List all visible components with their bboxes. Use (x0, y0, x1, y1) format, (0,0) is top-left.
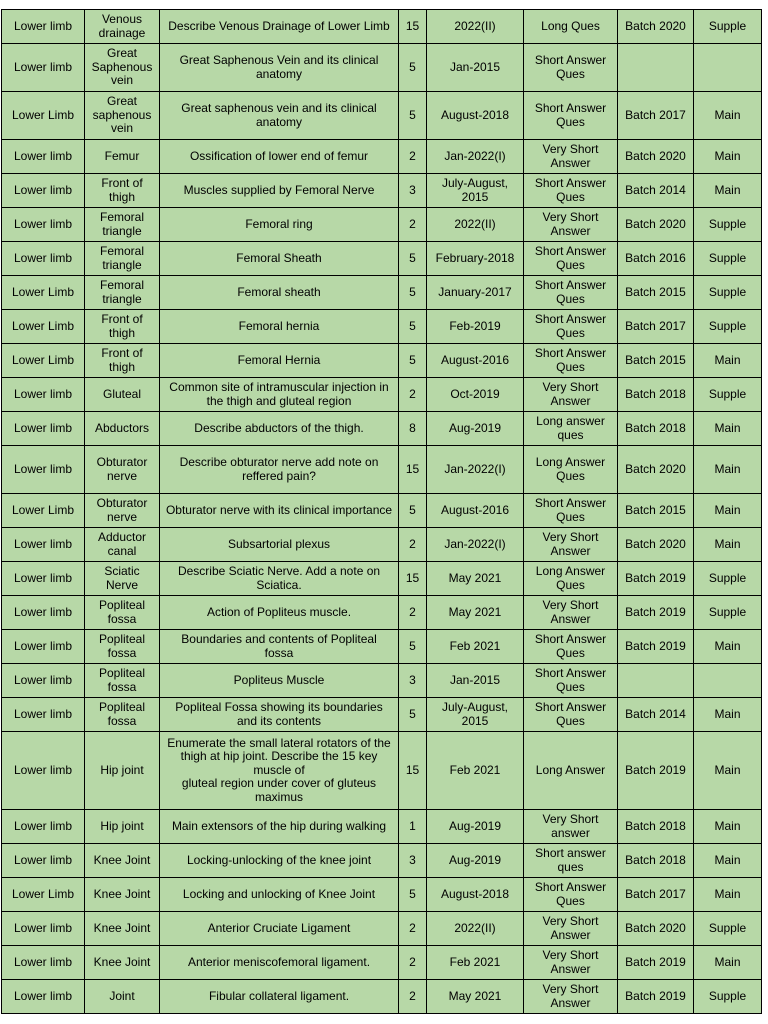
marks-cell: 2 (399, 140, 427, 174)
exam-type-cell: Supple (694, 980, 762, 1014)
table-row (2, 344, 762, 378)
marks-cell: 2 (399, 528, 427, 562)
topic-cell: Abductors (85, 412, 160, 446)
topic-cell: Femoral triangle (85, 208, 160, 242)
question-type-cell: Very Short Answer (524, 208, 618, 242)
exam-date-cell: May 2021 (427, 980, 524, 1014)
batch-cell: Batch 2019 (618, 946, 694, 980)
marks-cell: 5 (399, 92, 427, 140)
question-type-cell: Short Answer Ques (524, 242, 618, 276)
marks-cell: 5 (399, 310, 427, 344)
batch-cell: Batch 2019 (618, 630, 694, 664)
question-cell: Boundaries and contents of Popliteal fossa (160, 630, 399, 664)
exam-type-cell: Supple (694, 378, 762, 412)
exam-date-cell: Jan-2022(I) (427, 140, 524, 174)
question-cell: Femoral Hernia (160, 344, 399, 378)
region-cell: Lower limb (2, 446, 85, 494)
topic-cell: Obturator nerve (85, 446, 160, 494)
table-row (2, 92, 762, 140)
exam-date-cell: 2022(II) (427, 10, 524, 44)
batch-cell: Batch 2019 (618, 562, 694, 596)
exam-type-cell: Supple (694, 562, 762, 596)
marks-cell: 2 (399, 596, 427, 630)
table-row (2, 446, 762, 494)
topic-cell: Adductor canal (85, 528, 160, 562)
exam-date-cell: July-August, 2015 (427, 698, 524, 732)
batch-cell: Batch 2020 (618, 140, 694, 174)
batch-cell: Batch 2018 (618, 412, 694, 446)
region-cell: Lower limb (2, 732, 85, 810)
question-cell: Locking-unlocking of the knee joint (160, 844, 399, 878)
region-cell: Lower limb (2, 528, 85, 562)
question-cell: Locking and unlocking of Knee Joint (160, 878, 399, 912)
table-row (2, 878, 762, 912)
region-cell: Lower Limb (2, 878, 85, 912)
topic-cell: Front of thigh (85, 344, 160, 378)
exam-type-cell: Main (694, 810, 762, 844)
batch-cell (618, 664, 694, 698)
question-cell: Popliteus Muscle (160, 664, 399, 698)
batch-cell: Batch 2016 (618, 242, 694, 276)
batch-cell: Batch 2015 (618, 344, 694, 378)
batch-cell: Batch 2015 (618, 494, 694, 528)
table-row (2, 528, 762, 562)
region-cell: Lower Limb (2, 344, 85, 378)
marks-cell: 1 (399, 810, 427, 844)
exam-type-cell: Supple (694, 310, 762, 344)
question-cell: Main extensors of the hip during walking (160, 810, 399, 844)
topic-cell: Hip joint (85, 732, 160, 810)
batch-cell: Batch 2020 (618, 912, 694, 946)
table-row (2, 562, 762, 596)
exam-date-cell: Feb-2019 (427, 310, 524, 344)
exam-date-cell: February-2018 (427, 242, 524, 276)
region-cell: Lower Limb (2, 494, 85, 528)
exam-date-cell: 2022(II) (427, 208, 524, 242)
topic-cell: Popliteal fossa (85, 596, 160, 630)
exam-type-cell: Supple (694, 208, 762, 242)
table-row (2, 208, 762, 242)
batch-cell: Batch 2020 (618, 10, 694, 44)
question-type-cell: Short Answer Ques (524, 174, 618, 208)
marks-cell: 3 (399, 174, 427, 208)
exam-type-cell: Supple (694, 10, 762, 44)
exam-type-cell: Main (694, 844, 762, 878)
topic-cell: Gluteal (85, 378, 160, 412)
exam-date-cell: Aug-2019 (427, 412, 524, 446)
marks-cell: 5 (399, 494, 427, 528)
marks-cell: 5 (399, 344, 427, 378)
region-cell: Lower limb (2, 378, 85, 412)
region-cell: Lower limb (2, 412, 85, 446)
exam-date-cell: Jan-2022(I) (427, 528, 524, 562)
question-cell: Describe obturator nerve add note on reffered pain? (160, 446, 399, 494)
topic-cell: Knee Joint (85, 844, 160, 878)
region-cell: Lower limb (2, 562, 85, 596)
exam-date-cell: Jan-2015 (427, 664, 524, 698)
table-row (2, 242, 762, 276)
marks-cell: 5 (399, 242, 427, 276)
exam-type-cell: Main (694, 446, 762, 494)
question-cell: Common site of intramuscular injection in the thigh and gluteal region (160, 378, 399, 412)
topic-cell: Knee Joint (85, 912, 160, 946)
topic-cell: Popliteal fossa (85, 664, 160, 698)
question-type-cell: Very Short answer (524, 810, 618, 844)
exam-type-cell: Main (694, 528, 762, 562)
question-cell: Describe Venous Drainage of Lower Limb (160, 10, 399, 44)
question-cell: Femoral Sheath (160, 242, 399, 276)
table-row (2, 630, 762, 664)
table-row (2, 698, 762, 732)
region-cell: Lower limb (2, 596, 85, 630)
exam-type-cell: Main (694, 412, 762, 446)
exam-date-cell: Aug-2019 (427, 810, 524, 844)
question-type-cell: Long Ques (524, 10, 618, 44)
exam-date-cell: Feb 2021 (427, 732, 524, 810)
region-cell: Lower Limb (2, 92, 85, 140)
exam-type-cell: Main (694, 698, 762, 732)
marks-cell: 15 (399, 732, 427, 810)
marks-cell: 5 (399, 698, 427, 732)
question-type-cell: Very Short Answer (524, 140, 618, 174)
table-row (2, 378, 762, 412)
question-type-cell: Short Answer Ques (524, 494, 618, 528)
exam-date-cell: January-2017 (427, 276, 524, 310)
table-row (2, 10, 762, 44)
question-type-cell: Long answer ques (524, 412, 618, 446)
region-cell: Lower limb (2, 946, 85, 980)
marks-cell: 2 (399, 980, 427, 1014)
topic-cell: Knee Joint (85, 878, 160, 912)
marks-cell: 15 (399, 446, 427, 494)
marks-cell: 8 (399, 412, 427, 446)
question-type-cell: Short Answer Ques (524, 878, 618, 912)
question-type-cell: Short Answer Ques (524, 698, 618, 732)
batch-cell: Batch 2017 (618, 878, 694, 912)
topic-cell: Femoral triangle (85, 276, 160, 310)
region-cell: Lower limb (2, 208, 85, 242)
topic-cell: Venous drainage (85, 10, 160, 44)
batch-cell: Batch 2019 (618, 596, 694, 630)
question-table (1, 9, 762, 1014)
marks-cell: 15 (399, 562, 427, 596)
table-row (2, 810, 762, 844)
question-type-cell: Short Answer Ques (524, 344, 618, 378)
batch-cell: Batch 2017 (618, 92, 694, 140)
question-type-cell: Long Answer (524, 732, 618, 810)
table-row (2, 174, 762, 208)
marks-cell: 15 (399, 10, 427, 44)
batch-cell: Batch 2019 (618, 980, 694, 1014)
batch-cell: Batch 2018 (618, 378, 694, 412)
question-type-cell: Short answer ques (524, 844, 618, 878)
table-row (2, 912, 762, 946)
region-cell: Lower Limb (2, 310, 85, 344)
exam-date-cell: August-2016 (427, 344, 524, 378)
batch-cell: Batch 2018 (618, 844, 694, 878)
table-row (2, 44, 762, 92)
region-cell: Lower limb (2, 242, 85, 276)
exam-type-cell: Main (694, 732, 762, 810)
question-cell: Ossification of lower end of femur (160, 140, 399, 174)
marks-cell: 3 (399, 664, 427, 698)
question-type-cell: Short Answer Ques (524, 630, 618, 664)
question-cell: Anterior Cruciate Ligament (160, 912, 399, 946)
question-type-cell: Short Answer Ques (524, 664, 618, 698)
exam-type-cell: Main (694, 494, 762, 528)
question-cell: Muscles supplied by Femoral Nerve (160, 174, 399, 208)
batch-cell: Batch 2014 (618, 698, 694, 732)
batch-cell: Batch 2019 (618, 732, 694, 810)
question-cell: Popliteal Fossa showing its boundaries and its contents (160, 698, 399, 732)
exam-type-cell: Supple (694, 912, 762, 946)
question-type-cell: Short Answer Ques (524, 44, 618, 92)
table-body (2, 10, 762, 1014)
exam-type-cell: Main (694, 92, 762, 140)
exam-type-cell (694, 44, 762, 92)
question-type-cell: Very Short Answer (524, 596, 618, 630)
batch-cell: Batch 2020 (618, 208, 694, 242)
exam-date-cell: Feb 2021 (427, 630, 524, 664)
exam-type-cell: Supple (694, 276, 762, 310)
question-type-cell: Very Short Answer (524, 528, 618, 562)
question-type-cell: Very Short Answer (524, 378, 618, 412)
exam-type-cell: Main (694, 140, 762, 174)
question-cell: Describe abductors of the thigh. (160, 412, 399, 446)
batch-cell: Batch 2014 (618, 174, 694, 208)
question-cell: Femoral hernia (160, 310, 399, 344)
question-cell: Great Saphenous Vein and its clinical anatomy (160, 44, 399, 92)
topic-cell: Sciatic Nerve (85, 562, 160, 596)
batch-cell: Batch 2018 (618, 810, 694, 844)
table-row (2, 732, 762, 810)
region-cell: Lower limb (2, 810, 85, 844)
region-cell: Lower limb (2, 980, 85, 1014)
region-cell: Lower limb (2, 844, 85, 878)
question-cell: Subsartorial plexus (160, 528, 399, 562)
exam-type-cell: Main (694, 174, 762, 208)
question-cell: Enumerate the small lateral rotators of the thigh at hip joint. Describe the 15 key muscle of gluteal region under cover of gluteus maximus (160, 732, 399, 810)
question-type-cell: Long Answer Ques (524, 446, 618, 494)
batch-cell: Batch 2015 (618, 276, 694, 310)
region-cell: Lower limb (2, 912, 85, 946)
topic-cell: Femoral triangle (85, 242, 160, 276)
exam-type-cell (694, 664, 762, 698)
exam-type-cell: Main (694, 878, 762, 912)
question-cell: Anterior meniscofemoral ligament. (160, 946, 399, 980)
question-type-cell: Very Short Answer (524, 980, 618, 1014)
exam-date-cell: August-2016 (427, 494, 524, 528)
topic-cell: Front of thigh (85, 174, 160, 208)
table-row (2, 980, 762, 1014)
batch-cell (618, 44, 694, 92)
region-cell: Lower limb (2, 140, 85, 174)
exam-date-cell: Jan-2015 (427, 44, 524, 92)
table-row (2, 310, 762, 344)
question-type-cell: Short Answer Ques (524, 276, 618, 310)
table-row (2, 140, 762, 174)
question-cell: Action of Popliteus muscle. (160, 596, 399, 630)
region-cell: Lower limb (2, 630, 85, 664)
marks-cell: 3 (399, 844, 427, 878)
exam-date-cell: May 2021 (427, 562, 524, 596)
topic-cell: Great saphenous vein (85, 92, 160, 140)
question-cell: Describe Sciatic Nerve. Add a note on Sciatica. (160, 562, 399, 596)
region-cell: Lower limb (2, 10, 85, 44)
exam-type-cell: Main (694, 630, 762, 664)
question-cell: Fibular collateral ligament. (160, 980, 399, 1014)
region-cell: Lower limb (2, 174, 85, 208)
question-type-cell: Very Short Answer (524, 946, 618, 980)
marks-cell: 5 (399, 878, 427, 912)
exam-date-cell: 2022(II) (427, 912, 524, 946)
marks-cell: 5 (399, 630, 427, 664)
table-row (2, 412, 762, 446)
question-cell: Femoral sheath (160, 276, 399, 310)
batch-cell: Batch 2020 (618, 446, 694, 494)
question-type-cell: Long Answer Ques (524, 562, 618, 596)
batch-cell: Batch 2017 (618, 310, 694, 344)
question-cell: Great saphenous vein and its clinical anatomy (160, 92, 399, 140)
exam-date-cell: Aug-2019 (427, 844, 524, 878)
exam-date-cell: July-August, 2015 (427, 174, 524, 208)
topic-cell: Knee Joint (85, 946, 160, 980)
topic-cell: Hip joint (85, 810, 160, 844)
topic-cell: Popliteal fossa (85, 698, 160, 732)
table-row (2, 596, 762, 630)
region-cell: Lower limb (2, 698, 85, 732)
topic-cell: Front of thigh (85, 310, 160, 344)
exam-date-cell: Oct-2019 (427, 378, 524, 412)
marks-cell: 2 (399, 946, 427, 980)
exam-date-cell: Feb 2021 (427, 946, 524, 980)
table-row (2, 844, 762, 878)
question-type-cell: Very Short Answer (524, 912, 618, 946)
question-type-cell: Short Answer Ques (524, 310, 618, 344)
table-row (2, 946, 762, 980)
table-row (2, 494, 762, 528)
marks-cell: 2 (399, 378, 427, 412)
topic-cell: Femur (85, 140, 160, 174)
batch-cell: Batch 2020 (618, 528, 694, 562)
topic-cell: Great Saphenous vein (85, 44, 160, 92)
question-type-cell: Short Answer Ques (524, 92, 618, 140)
topic-cell: Joint (85, 980, 160, 1014)
exam-date-cell: August-2018 (427, 878, 524, 912)
exam-type-cell: Main (694, 946, 762, 980)
topic-cell: Popliteal fossa (85, 630, 160, 664)
topic-cell: Obturator nerve (85, 494, 160, 528)
table-row (2, 276, 762, 310)
marks-cell: 5 (399, 276, 427, 310)
region-cell: Lower limb (2, 664, 85, 698)
exam-type-cell: Main (694, 344, 762, 378)
exam-type-cell: Supple (694, 242, 762, 276)
marks-cell: 2 (399, 208, 427, 242)
exam-type-cell: Supple (694, 596, 762, 630)
table-row (2, 664, 762, 698)
region-cell: Lower limb (2, 44, 85, 92)
question-cell: Obturator nerve with its clinical importance (160, 494, 399, 528)
marks-cell: 5 (399, 44, 427, 92)
question-cell: Femoral ring (160, 208, 399, 242)
exam-date-cell: May 2021 (427, 596, 524, 630)
exam-date-cell: August-2018 (427, 92, 524, 140)
region-cell: Lower Limb (2, 276, 85, 310)
marks-cell: 2 (399, 912, 427, 946)
exam-date-cell: Jan-2022(I) (427, 446, 524, 494)
